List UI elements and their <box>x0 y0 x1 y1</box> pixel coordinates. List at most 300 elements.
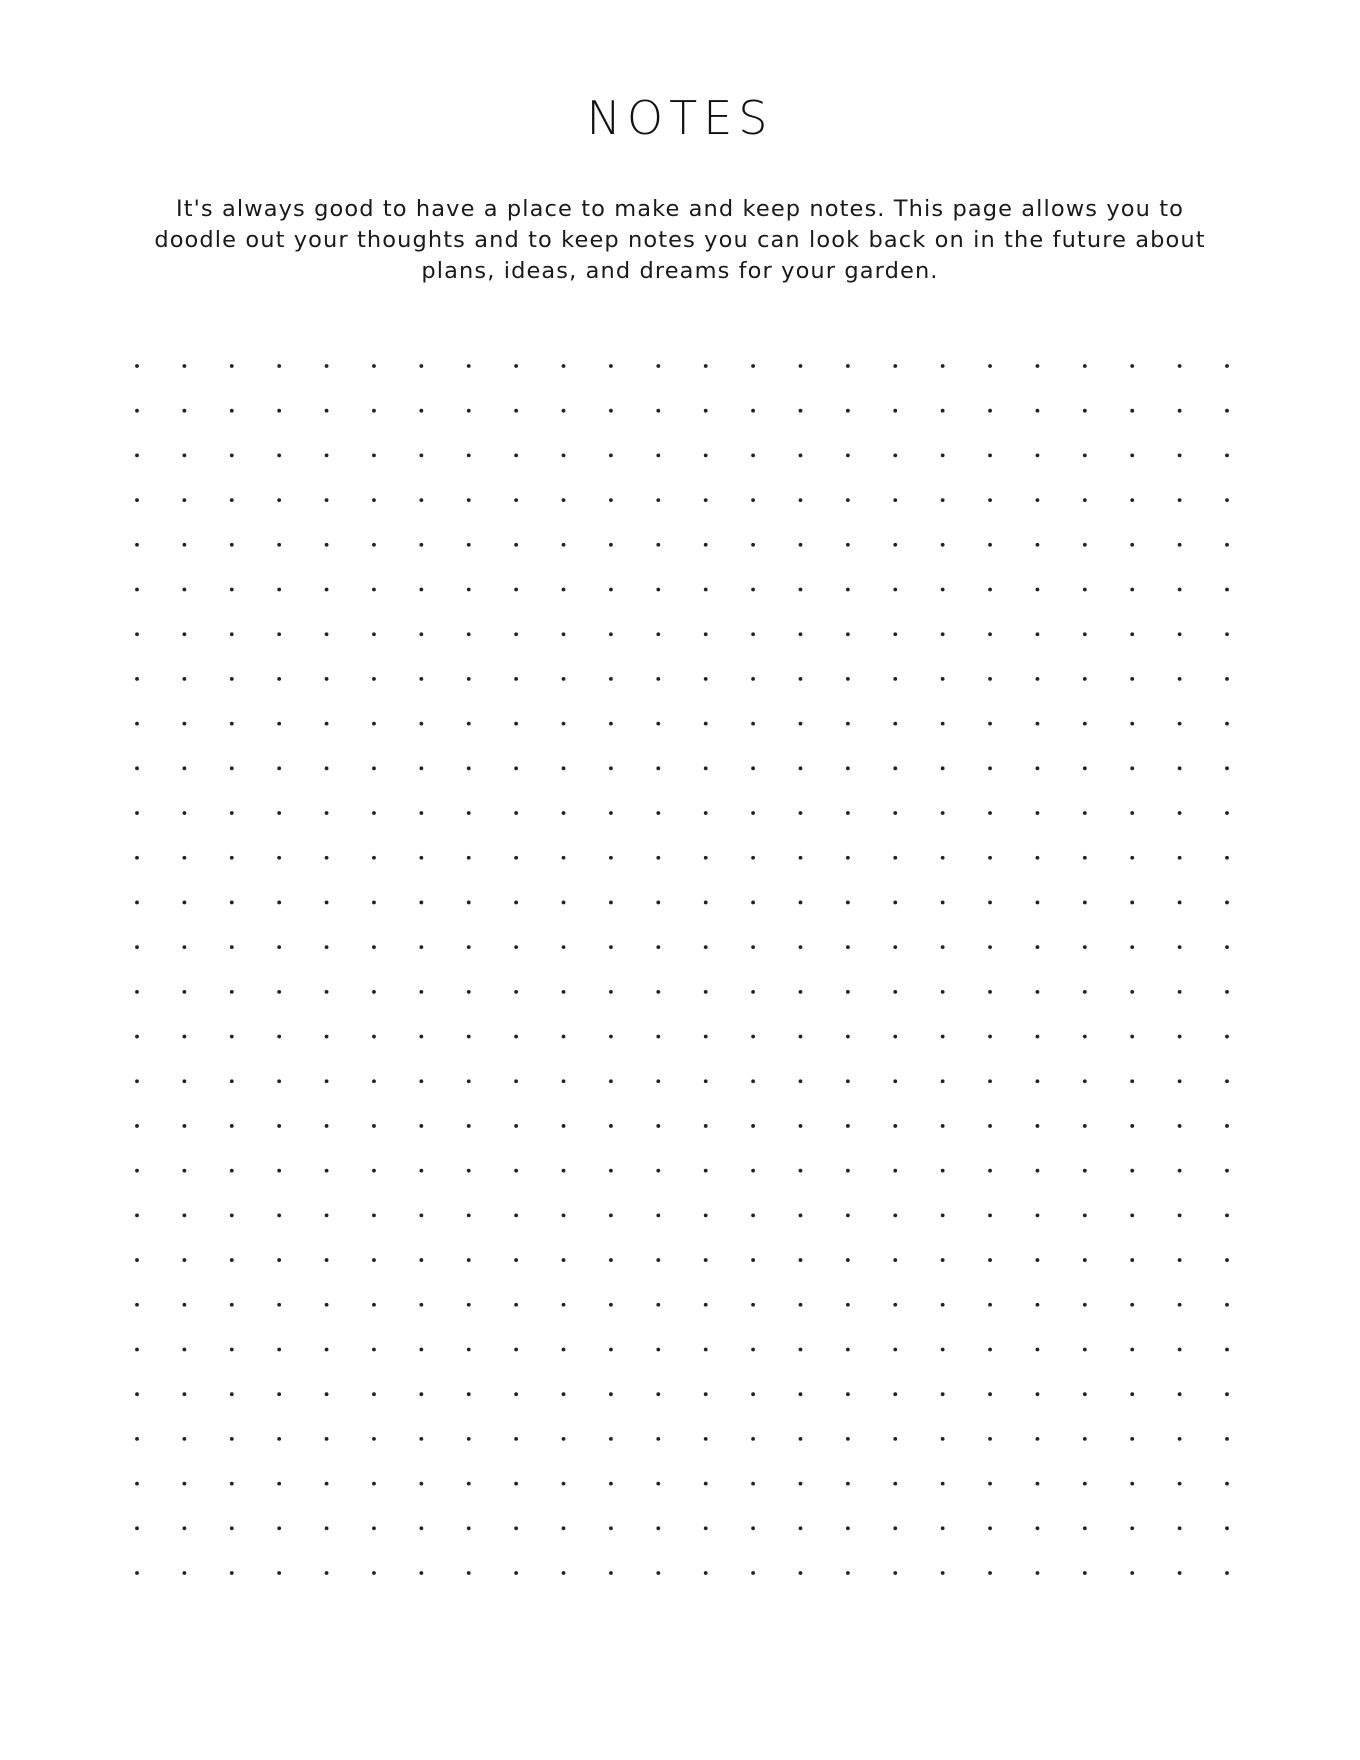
grid-dot <box>419 1526 423 1530</box>
grid-dot <box>372 1482 376 1486</box>
grid-dot <box>941 1303 945 1307</box>
grid-dot <box>419 1571 423 1575</box>
grid-dot <box>941 1571 945 1575</box>
grid-dot <box>846 543 850 547</box>
grid-dot <box>467 543 471 547</box>
grid-dot <box>372 1079 376 1083</box>
grid-dot <box>1178 1258 1182 1262</box>
grid-dot <box>372 856 376 860</box>
grid-dot <box>846 1482 850 1486</box>
grid-dot <box>230 1035 234 1039</box>
grid-dot <box>1083 409 1087 413</box>
grid-dot <box>135 1526 139 1530</box>
grid-dot <box>1083 1526 1087 1530</box>
grid-dot <box>704 990 708 994</box>
grid-dot <box>988 901 992 905</box>
grid-dot <box>419 1079 423 1083</box>
grid-dot <box>467 1571 471 1575</box>
grid-dot <box>609 1079 613 1083</box>
grid-dot <box>562 990 566 994</box>
grid-dot <box>893 1571 897 1575</box>
grid-dot <box>941 1526 945 1530</box>
grid-dot <box>467 990 471 994</box>
grid-dot <box>419 632 423 636</box>
grid-dot <box>1225 901 1229 905</box>
grid-dot <box>751 1392 755 1396</box>
grid-dot <box>893 1124 897 1128</box>
grid-dot <box>562 1571 566 1575</box>
grid-dot <box>941 454 945 458</box>
grid-dot <box>799 364 803 368</box>
grid-dot <box>799 990 803 994</box>
grid-dot <box>846 409 850 413</box>
grid-dot <box>656 409 660 413</box>
grid-dot <box>135 1169 139 1173</box>
grid-dot <box>846 677 850 681</box>
grid-dot <box>1130 1035 1134 1039</box>
grid-dot <box>609 766 613 770</box>
grid-dot <box>277 1526 281 1530</box>
grid-dot <box>656 1571 660 1575</box>
grid-dot <box>656 632 660 636</box>
grid-dot <box>1225 409 1229 413</box>
grid-dot <box>230 543 234 547</box>
grid-dot <box>230 1482 234 1486</box>
grid-dot <box>1178 1079 1182 1083</box>
grid-dot <box>277 722 281 726</box>
grid-dot <box>562 901 566 905</box>
grid-dot <box>799 811 803 815</box>
grid-dot <box>1225 722 1229 726</box>
grid-dot <box>514 543 518 547</box>
grid-dot <box>182 454 186 458</box>
grid-dot <box>135 856 139 860</box>
grid-dot <box>1130 1482 1134 1486</box>
grid-dot <box>846 945 850 949</box>
grid-dot <box>372 1392 376 1396</box>
grid-dot <box>372 722 376 726</box>
grid-dot <box>656 766 660 770</box>
grid-dot <box>325 901 329 905</box>
grid-dot <box>704 632 708 636</box>
grid-dot <box>182 990 186 994</box>
grid-dot <box>1130 632 1134 636</box>
grid-dot <box>419 1482 423 1486</box>
grid-dot <box>514 454 518 458</box>
grid-dot <box>941 409 945 413</box>
grid-dot <box>514 498 518 502</box>
grid-dot <box>656 990 660 994</box>
grid-dot <box>799 1482 803 1486</box>
grid-dot <box>372 632 376 636</box>
grid-dot <box>135 632 139 636</box>
grid-dot <box>277 1437 281 1441</box>
grid-dot <box>609 1035 613 1039</box>
grid-dot <box>1036 588 1040 592</box>
grid-dot <box>1036 1482 1040 1486</box>
grid-dot <box>277 543 281 547</box>
grid-dot <box>562 1035 566 1039</box>
grid-dot <box>135 1348 139 1352</box>
grid-dot <box>704 1348 708 1352</box>
grid-dot <box>1178 1124 1182 1128</box>
grid-dot <box>609 1482 613 1486</box>
grid-dot <box>941 588 945 592</box>
grid-dot <box>182 409 186 413</box>
grid-dot <box>704 945 708 949</box>
grid-dot <box>988 1124 992 1128</box>
grid-dot <box>467 1079 471 1083</box>
grid-dot <box>751 722 755 726</box>
grid-dot <box>135 364 139 368</box>
grid-dot <box>1130 543 1134 547</box>
grid-dot <box>1130 1526 1134 1530</box>
grid-dot <box>1178 945 1182 949</box>
grid-dot <box>751 1482 755 1486</box>
grid-dot <box>941 364 945 368</box>
grid-dot <box>419 677 423 681</box>
grid-dot <box>514 856 518 860</box>
grid-dot <box>1178 1169 1182 1173</box>
grid-dot <box>230 677 234 681</box>
grid-dot <box>656 1035 660 1039</box>
grid-dot <box>135 1079 139 1083</box>
grid-dot <box>893 1169 897 1173</box>
grid-dot <box>988 1392 992 1396</box>
grid-dot <box>941 1258 945 1262</box>
grid-dot <box>182 1303 186 1307</box>
grid-dot <box>419 1124 423 1128</box>
grid-dot <box>514 811 518 815</box>
grid-dot <box>372 766 376 770</box>
grid-dot <box>1225 364 1229 368</box>
grid-dot <box>230 1213 234 1217</box>
grid-dot <box>846 632 850 636</box>
grid-dot <box>467 901 471 905</box>
grid-dot <box>609 811 613 815</box>
grid-dot <box>1178 1213 1182 1217</box>
grid-dot <box>562 498 566 502</box>
grid-dot <box>1225 454 1229 458</box>
grid-dot <box>846 1169 850 1173</box>
grid-dot <box>656 498 660 502</box>
grid-dot <box>846 990 850 994</box>
grid-dot <box>893 454 897 458</box>
grid-dot <box>1083 1348 1087 1352</box>
grid-dot <box>704 811 708 815</box>
grid-dot <box>467 1437 471 1441</box>
grid-dot <box>514 409 518 413</box>
grid-dot <box>182 1079 186 1083</box>
grid-dot <box>467 1303 471 1307</box>
grid-dot <box>562 454 566 458</box>
grid-dot <box>1130 766 1134 770</box>
grid-dot <box>182 1348 186 1352</box>
grid-dot <box>751 409 755 413</box>
grid-dot <box>941 1392 945 1396</box>
grid-dot <box>419 454 423 458</box>
grid-dot <box>941 1437 945 1441</box>
grid-dot <box>562 1258 566 1262</box>
grid-dot <box>277 677 281 681</box>
grid-dot <box>1130 1348 1134 1352</box>
grid-dot <box>1130 1571 1134 1575</box>
grid-dot <box>1083 1437 1087 1441</box>
grid-dot <box>419 1437 423 1441</box>
grid-dot <box>751 498 755 502</box>
grid-dot <box>277 1124 281 1128</box>
grid-dot <box>704 1392 708 1396</box>
grid-dot <box>799 543 803 547</box>
grid-dot <box>988 1437 992 1441</box>
grid-dot <box>988 856 992 860</box>
grid-dot <box>135 498 139 502</box>
grid-dot <box>467 1124 471 1128</box>
grid-dot <box>135 1392 139 1396</box>
grid-dot <box>1225 945 1229 949</box>
grid-dot <box>419 1035 423 1039</box>
grid-dot <box>1036 1571 1040 1575</box>
grid-dot <box>1036 990 1040 994</box>
grid-dot <box>135 990 139 994</box>
grid-dot <box>1130 1392 1134 1396</box>
grid-dot <box>893 1392 897 1396</box>
grid-dot <box>419 409 423 413</box>
grid-dot <box>609 1526 613 1530</box>
grid-dot <box>751 901 755 905</box>
grid-dot <box>135 543 139 547</box>
grid-dot <box>467 454 471 458</box>
grid-dot <box>609 945 613 949</box>
grid-dot <box>230 409 234 413</box>
grid-dot <box>562 543 566 547</box>
grid-dot <box>1225 677 1229 681</box>
grid-dot <box>893 677 897 681</box>
grid-dot <box>1036 632 1040 636</box>
grid-dot <box>467 1213 471 1217</box>
grid-dot <box>514 766 518 770</box>
grid-dot <box>514 1348 518 1352</box>
grid-dot <box>846 1035 850 1039</box>
grid-dot <box>609 1213 613 1217</box>
grid-dot <box>562 1124 566 1128</box>
grid-dot <box>656 364 660 368</box>
grid-dot <box>562 1348 566 1352</box>
grid-dot <box>514 1571 518 1575</box>
grid-dot <box>372 677 376 681</box>
grid-dot <box>325 409 329 413</box>
grid-dot <box>1130 364 1134 368</box>
grid-dot <box>1036 766 1040 770</box>
grid-dot <box>372 1213 376 1217</box>
grid-dot <box>609 364 613 368</box>
grid-dot <box>230 588 234 592</box>
grid-dot <box>751 1213 755 1217</box>
grid-dot <box>467 677 471 681</box>
grid-dot <box>704 364 708 368</box>
grid-dot <box>846 766 850 770</box>
grid-dot <box>941 1348 945 1352</box>
grid-dot <box>277 1571 281 1575</box>
grid-dot <box>514 364 518 368</box>
grid-dot <box>609 454 613 458</box>
grid-dot <box>562 1482 566 1486</box>
grid-dot <box>1130 901 1134 905</box>
grid-dot <box>514 677 518 681</box>
grid-dot <box>419 1169 423 1173</box>
grid-dot <box>325 1169 329 1173</box>
grid-dot <box>704 454 708 458</box>
grid-dot <box>656 1392 660 1396</box>
grid-dot <box>1178 766 1182 770</box>
grid-dot <box>562 1079 566 1083</box>
grid-dot <box>230 1392 234 1396</box>
grid-dot <box>656 1437 660 1441</box>
grid-dot <box>325 766 329 770</box>
grid-dot <box>1083 1035 1087 1039</box>
grid-dot <box>609 990 613 994</box>
grid-dot <box>846 856 850 860</box>
grid-dot <box>325 1392 329 1396</box>
grid-dot <box>1178 1392 1182 1396</box>
grid-dot <box>277 588 281 592</box>
grid-dot <box>1083 1482 1087 1486</box>
grid-dot <box>1225 588 1229 592</box>
grid-dot <box>799 1079 803 1083</box>
grid-dot <box>988 543 992 547</box>
grid-dot <box>988 1526 992 1530</box>
grid-dot <box>325 945 329 949</box>
grid-dot <box>467 766 471 770</box>
grid-dot <box>1178 454 1182 458</box>
grid-dot <box>1130 1258 1134 1262</box>
grid-dot <box>1178 901 1182 905</box>
grid-dot <box>988 811 992 815</box>
grid-dot <box>1036 811 1040 815</box>
grid-dot <box>941 498 945 502</box>
grid-dot <box>230 901 234 905</box>
grid-dot <box>846 1258 850 1262</box>
grid-dot <box>609 901 613 905</box>
grid-dot <box>135 901 139 905</box>
grid-dot <box>751 1348 755 1352</box>
grid-dot <box>704 1571 708 1575</box>
grid-dot <box>325 1437 329 1441</box>
grid-dot <box>799 1392 803 1396</box>
grid-dot <box>230 990 234 994</box>
grid-dot <box>988 1213 992 1217</box>
grid-dot <box>988 1169 992 1173</box>
grid-dot <box>135 409 139 413</box>
grid-dot <box>1225 856 1229 860</box>
grid-dot <box>704 1258 708 1262</box>
grid-dot <box>514 1169 518 1173</box>
grid-dot <box>846 1571 850 1575</box>
grid-dot <box>1225 990 1229 994</box>
grid-dot <box>277 1258 281 1262</box>
grid-dot <box>1083 632 1087 636</box>
grid-dot <box>609 1169 613 1173</box>
grid-dot <box>135 1035 139 1039</box>
grid-dot <box>609 1392 613 1396</box>
grid-dot <box>419 1348 423 1352</box>
grid-dot <box>941 811 945 815</box>
grid-dot <box>325 1526 329 1530</box>
grid-dot <box>1036 1392 1040 1396</box>
grid-dot <box>704 1169 708 1173</box>
grid-dot <box>325 1303 329 1307</box>
grid-dot <box>372 1348 376 1352</box>
grid-dot <box>988 677 992 681</box>
grid-dot <box>1178 722 1182 726</box>
grid-dot <box>893 901 897 905</box>
grid-dot <box>1083 364 1087 368</box>
grid-dot <box>846 1526 850 1530</box>
grid-dot <box>846 1124 850 1128</box>
grid-dot <box>893 766 897 770</box>
grid-dot <box>372 1437 376 1441</box>
grid-dot <box>277 1303 281 1307</box>
grid-dot <box>514 1437 518 1441</box>
grid-dot <box>1225 1571 1229 1575</box>
grid-dot <box>609 1258 613 1262</box>
grid-dot <box>277 811 281 815</box>
grid-dot <box>1036 856 1040 860</box>
grid-dot <box>1083 498 1087 502</box>
grid-dot <box>751 1437 755 1441</box>
grid-dot <box>467 811 471 815</box>
grid-dot <box>941 1079 945 1083</box>
grid-dot <box>893 722 897 726</box>
grid-dot <box>751 1124 755 1128</box>
grid-dot <box>277 1169 281 1173</box>
grid-dot <box>230 1526 234 1530</box>
grid-dot <box>893 632 897 636</box>
grid-dot <box>277 632 281 636</box>
grid-dot <box>467 945 471 949</box>
grid-dot <box>325 1079 329 1083</box>
grid-dot <box>893 1035 897 1039</box>
grid-dot <box>704 901 708 905</box>
grid-dot <box>277 409 281 413</box>
grid-dot <box>893 1258 897 1262</box>
grid-dot <box>467 1348 471 1352</box>
grid-dot <box>372 409 376 413</box>
grid-dot <box>135 945 139 949</box>
grid-dot <box>1178 409 1182 413</box>
grid-dot <box>514 1079 518 1083</box>
grid-dot <box>941 632 945 636</box>
grid-dot <box>1178 1437 1182 1441</box>
grid-dot <box>514 632 518 636</box>
grid-dot <box>182 632 186 636</box>
grid-dot <box>751 1079 755 1083</box>
grid-dot <box>1178 1526 1182 1530</box>
grid-dot <box>372 1258 376 1262</box>
grid-dot <box>799 1169 803 1173</box>
grid-dot <box>182 588 186 592</box>
grid-dot <box>609 1124 613 1128</box>
grid-dot <box>514 588 518 592</box>
grid-dot <box>799 1348 803 1352</box>
grid-dot <box>372 543 376 547</box>
grid-dot <box>562 856 566 860</box>
grid-dot <box>230 1169 234 1173</box>
grid-dot <box>419 990 423 994</box>
grid-dot <box>609 498 613 502</box>
grid-dot <box>799 945 803 949</box>
grid-dot <box>277 990 281 994</box>
